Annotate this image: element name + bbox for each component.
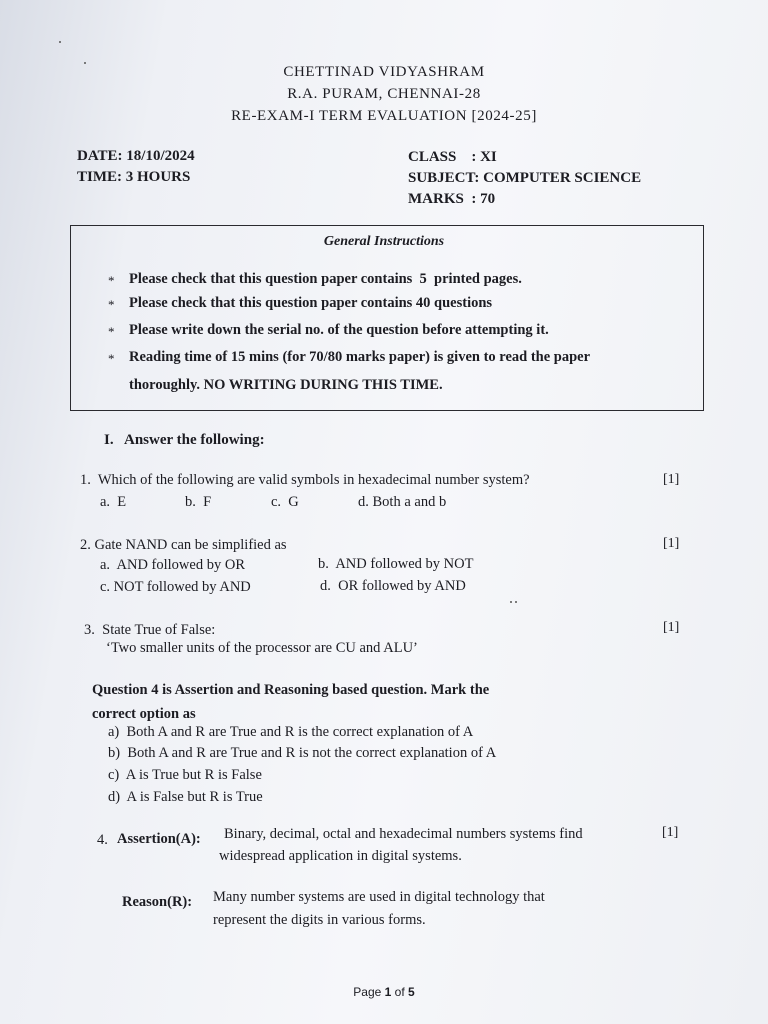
question-2-option-b: b. AND followed by NOT [318,556,474,572]
exam-class: CLASS : XI [408,149,497,165]
ar-option-b: b) Both A and R are True and R is not the correct explanation of A [108,745,497,761]
bullet-star-icon: * [108,351,115,366]
question-2-option-d: d. OR followed by AND [320,578,466,594]
question-2: 2. Gate NAND can be simplified as [80,537,287,553]
speck [515,601,517,603]
page-total: 5 [408,985,415,999]
instruction-item: Please check that this question paper contains 5 printed pages. [129,271,522,287]
assertion-reason-intro: Question 4 is Assertion and Reasoning based question. Mark the [92,682,490,698]
instructions-title: General Instructions [323,234,445,249]
ar-option-a: a) Both A and R are True and R is the correct explanation of A [108,724,474,740]
question-1-option-c: c. G [271,494,299,510]
question-4-assertion: Binary, decimal, octal and hexadecimal numbers systems find [224,826,583,842]
instruction-item: Reading time of 15 mins (for 70/80 marks paper) is given to read the paper [129,349,591,365]
page-current: 1 [384,985,392,999]
exam-subject: SUBJECT: COMPUTER SCIENCE [408,170,642,186]
exam-title: RE-EXAM-I TERM EVALUATION [2024-25] [231,108,537,124]
exam-marks: MARKS : 70 [408,191,496,207]
school-name: CHETTINAD VIDYASHRAM [283,64,485,80]
bullet-star-icon: * [108,297,115,312]
exam-time: TIME: 3 HOURS [77,169,191,185]
speck [59,41,61,43]
page-number [0,985,768,999]
question-3: 3. State True of False: [84,622,216,638]
page-prefix: Page [353,985,385,999]
question-1: 1. Which of the following are valid symbols in hexadecimal number system? [80,472,530,488]
speck [510,601,512,603]
exam-date: DATE: 18/10/2024 [77,148,195,164]
question-4-reason-cont: represent the digits in various forms. [213,912,426,928]
question-2-option-c: c. NOT followed by AND [100,579,251,595]
question-1-marks: [1] [663,472,680,487]
ar-option-c: c) A is True but R is False [108,767,262,783]
question-2-marks: [1] [663,536,680,551]
ar-option-d: d) A is False but R is True [108,789,263,805]
question-1-option-d: d. Both a and b [358,494,447,510]
question-4-assertion-label: Assertion(A): [117,831,201,847]
instruction-item-continuation: thoroughly. NO WRITING DURING THIS TIME. [129,377,443,393]
page-mid: of [391,985,409,999]
question-4-reason-label: Reason(R): [122,894,193,910]
bullet-star-icon: * [108,324,115,339]
question-1-option-a: a. E [100,494,127,510]
question-4-assertion-cont: widespread application in digital systems. [219,848,462,864]
question-4-marks: [1] [662,825,679,840]
instruction-item: Please write down the serial no. of the question before attempting it. [129,322,549,338]
school-address: R.A. PURAM, CHENNAI-28 [287,86,481,102]
bullet-star-icon: * [108,273,115,288]
assertion-reason-intro-cont: correct option as [92,706,196,722]
question-4-reason: Many number systems are used in digital technology that [213,889,545,905]
section-heading: I. Answer the following: [104,432,265,448]
question-3-marks: [1] [663,620,680,635]
question-2-option-a: a. AND followed by OR [100,557,245,573]
instruction-item: Please check that this question paper contains 40 questions [129,295,493,311]
question-1-option-b: b. F [185,494,212,510]
question-3-statement: ‘Two smaller units of the processor are CU and ALU’ [106,640,418,656]
question-4-number: 4. [97,832,108,848]
